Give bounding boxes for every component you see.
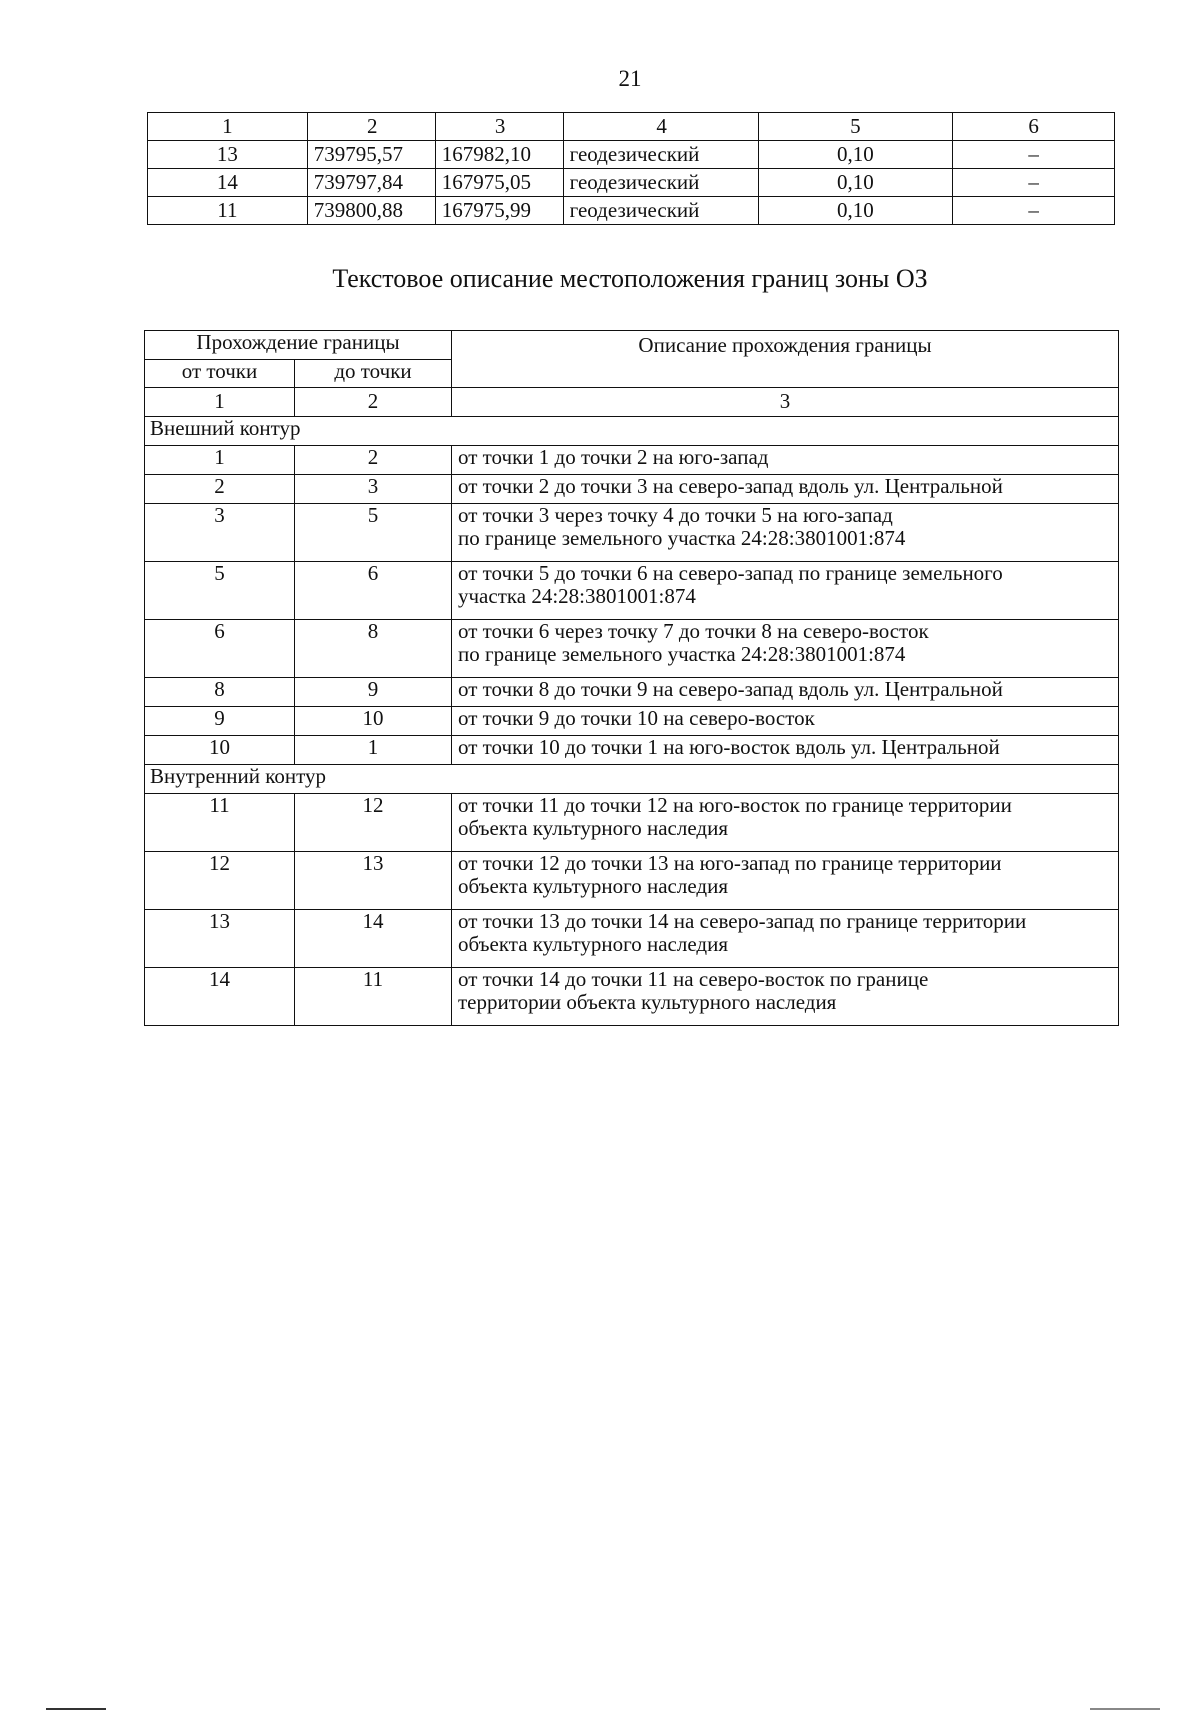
- to-point: 9: [295, 678, 452, 707]
- determination-method: геодезический: [563, 141, 758, 169]
- table-row: [145, 707, 1119, 736]
- scan-edge-marks: [0, 1696, 1200, 1716]
- determination-method: геодезический: [563, 197, 758, 225]
- table-row: [145, 794, 1119, 852]
- boundary-description: от точки 2 до точки 3 на северо-запад вдоль ул. Центральной: [452, 475, 1119, 504]
- description-line: от точки 6 через точку 7 до точки 8 на северо-восток: [458, 619, 929, 643]
- coordinate-y: 167975,99: [435, 197, 563, 225]
- table-row: [145, 620, 1119, 678]
- scan-mark: [46, 1708, 106, 1710]
- description-line: от точки 11 до точки 12 на юго-восток по границе территории: [458, 793, 1012, 817]
- description-line: от точки 13 до точки 14 на северо-запад по границе территории: [458, 909, 1027, 933]
- table-row: [145, 504, 1119, 562]
- from-point: 6: [145, 620, 295, 678]
- coordinate-y: 167982,10: [435, 141, 563, 169]
- description-line: объекта культурного наследия: [458, 874, 728, 899]
- to-point: 5: [295, 504, 452, 562]
- to-point: 6: [295, 562, 452, 620]
- table-row: [148, 169, 1115, 197]
- table-row: [145, 736, 1119, 765]
- from-point: 12: [145, 852, 295, 910]
- to-point: 11: [295, 968, 452, 1026]
- description-line: участка 24:28:3801001:874: [458, 584, 696, 609]
- to-point: 3: [295, 475, 452, 504]
- table-row: [145, 852, 1119, 910]
- point-number: 14: [148, 169, 308, 197]
- coordinate-y: 167975,05: [435, 169, 563, 197]
- description-line: от точки 12 до точки 13 на юго-запад по границе территории: [458, 851, 1002, 875]
- to-point: 2: [295, 446, 452, 475]
- from-point: 5: [145, 562, 295, 620]
- from-point: 14: [145, 968, 295, 1026]
- from-point: 10: [145, 736, 295, 765]
- column-number: 3: [452, 388, 1119, 417]
- column-number: 1: [148, 113, 308, 141]
- scan-mark: [1090, 1708, 1160, 1710]
- coordinate-x: 739795,57: [307, 141, 435, 169]
- from-point: 3: [145, 504, 295, 562]
- point-number: 13: [148, 141, 308, 169]
- to-point-header: до точки: [295, 360, 452, 388]
- to-point: 8: [295, 620, 452, 678]
- coordinate-x: 739797,84: [307, 169, 435, 197]
- column-number: 3: [435, 113, 563, 141]
- description-line: от точки 3 через точку 4 до точки 5 на юго-запад: [458, 503, 893, 527]
- from-point: 9: [145, 707, 295, 736]
- table-row: [145, 475, 1119, 504]
- accuracy: 0,10: [758, 197, 953, 225]
- point-number: 11: [148, 197, 308, 225]
- description-line: объекта культурного наследия: [458, 816, 728, 841]
- table-row: [148, 141, 1115, 169]
- coordinates-table: [147, 112, 1115, 225]
- column-number: 6: [953, 113, 1115, 141]
- boundary-description: [452, 910, 1119, 968]
- to-point: 13: [295, 852, 452, 910]
- point-description: –: [953, 141, 1115, 169]
- from-point: 11: [145, 794, 295, 852]
- passage-header: Прохождение границы: [145, 331, 452, 360]
- column-number: 2: [295, 388, 452, 417]
- boundary-description-table: [144, 330, 1119, 1026]
- table-row: [148, 197, 1115, 225]
- boundary-description: [452, 794, 1119, 852]
- accuracy: 0,10: [758, 169, 953, 197]
- description-header: Описание прохождения границы: [452, 331, 1119, 388]
- boundary-description: [452, 562, 1119, 620]
- boundary-description: от точки 9 до точки 10 на северо-восток: [452, 707, 1119, 736]
- table-row: [145, 678, 1119, 707]
- description-line: от точки 5 до точки 6 на северо-запад по границе земельного: [458, 561, 1003, 585]
- table-row: [145, 446, 1119, 475]
- boundary-description: от точки 10 до точки 1 на юго-восток вдоль ул. Центральной: [452, 736, 1119, 765]
- boundary-description: [452, 852, 1119, 910]
- column-number: 2: [307, 113, 435, 141]
- description-line: от точки 14 до точки 11 на северо-восток по границе: [458, 967, 929, 991]
- description-line: по границе земельного участка 24:28:3801001:874: [458, 526, 906, 551]
- column-numbers-row: [145, 388, 1119, 417]
- to-point: 1: [295, 736, 452, 765]
- determination-method: геодезический: [563, 169, 758, 197]
- table-row: [145, 968, 1119, 1026]
- from-point: 13: [145, 910, 295, 968]
- outer-contour-label: Внешний контур: [145, 417, 1119, 446]
- from-point: 2: [145, 475, 295, 504]
- boundary-description: от точки 1 до точки 2 на юго-запад: [452, 446, 1119, 475]
- column-number: 5: [758, 113, 953, 141]
- boundary-description: [452, 968, 1119, 1026]
- boundary-description: [452, 620, 1119, 678]
- point-description: –: [953, 169, 1115, 197]
- to-point: 12: [295, 794, 452, 852]
- table-header-row: [148, 113, 1115, 141]
- inner-contour-label: Внутренний контур: [145, 765, 1119, 794]
- description-line: территории объекта культурного наследия: [458, 990, 837, 1015]
- table-header-row: [145, 331, 1119, 360]
- description-line: по границе земельного участка 24:28:3801001:874: [458, 642, 906, 667]
- from-point: 1: [145, 446, 295, 475]
- page-number: 21: [618, 66, 642, 91]
- table-row: [145, 910, 1119, 968]
- from-point-header: от точки: [145, 360, 295, 388]
- coordinate-x: 739800,88: [307, 197, 435, 225]
- group-row: [145, 765, 1119, 794]
- from-point: 8: [145, 678, 295, 707]
- group-row: [145, 417, 1119, 446]
- accuracy: 0,10: [758, 141, 953, 169]
- to-point: 10: [295, 707, 452, 736]
- column-number: 1: [145, 388, 295, 417]
- boundary-description: от точки 8 до точки 9 на северо-запад вдоль ул. Центральной: [452, 678, 1119, 707]
- point-description: –: [953, 197, 1115, 225]
- boundary-description: [452, 504, 1119, 562]
- table-row: [145, 562, 1119, 620]
- to-point: 14: [295, 910, 452, 968]
- column-number: 4: [563, 113, 758, 141]
- description-line: объекта культурного наследия: [458, 932, 728, 957]
- section-title: Текстовое описание местоположения границ зоны ОЗ: [332, 264, 928, 293]
